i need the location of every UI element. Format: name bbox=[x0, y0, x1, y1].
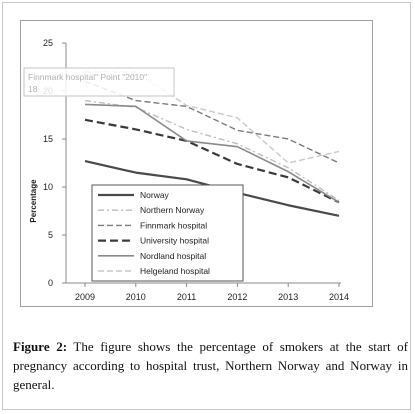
y-tick-label: 5 bbox=[47, 230, 53, 240]
y-tick-label: 0 bbox=[47, 278, 53, 288]
legend-label: Helgeland hospital bbox=[140, 266, 210, 276]
figure-frame bbox=[2, 2, 411, 410]
y-tick-label: 10 bbox=[42, 182, 53, 192]
legend-label: Northern Norway bbox=[140, 205, 205, 216]
legend-label: Norway bbox=[140, 190, 169, 200]
legend-label: University hospital bbox=[140, 235, 209, 246]
legend-label: Finnmark hospital bbox=[140, 220, 208, 231]
x-tick-label: 2012 bbox=[227, 292, 248, 302]
tooltip-title: Finnmark hospital" Point "2010" bbox=[28, 72, 148, 82]
x-tick-label: 2010 bbox=[125, 292, 146, 302]
x-tick-label: 2014 bbox=[328, 292, 350, 302]
y-tick-label: 25 bbox=[42, 38, 53, 48]
x-tick-label: 2011 bbox=[176, 292, 197, 302]
caption-label: Figure 2: bbox=[13, 339, 68, 354]
line-chart bbox=[21, 21, 372, 306]
y-axis-label: Percentage bbox=[29, 179, 38, 223]
y-tick-label: 15 bbox=[42, 134, 53, 144]
x-tick-label: 2009 bbox=[74, 292, 96, 302]
chart-area bbox=[20, 20, 373, 307]
figure-caption bbox=[13, 337, 408, 394]
tooltip-value: 18 bbox=[28, 84, 38, 94]
x-tick-label: 2013 bbox=[278, 292, 299, 302]
caption-text: The figure shows the percentage of smokers at the start of pregnancy according to hospital trust, Northern Norway and Norway in general. bbox=[13, 339, 409, 392]
legend-label: Nordland hospital bbox=[140, 250, 207, 261]
